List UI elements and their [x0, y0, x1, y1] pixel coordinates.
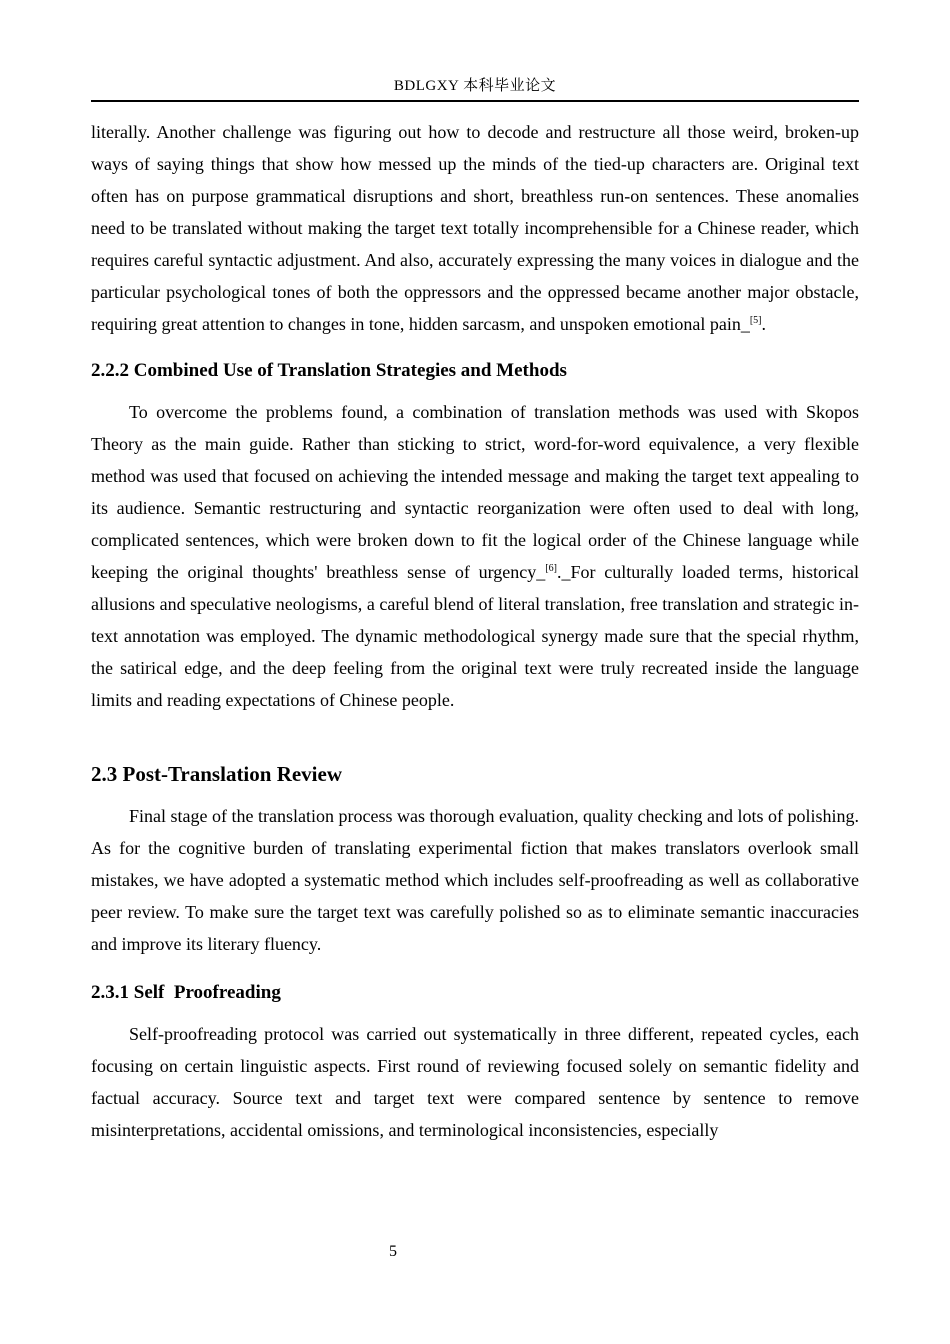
- paragraph-text: Self-proofreading protocol was carried out systematically in three different, repeated cycles, each focusing on certain linguistic aspects. First round of reviewing focused solely on semantic fidelity and factual accuracy. Source text and target text were compared sentence by sentence to remove misinterpretations, accidental omissions, and terminological inconsistencies, especially: [91, 1024, 859, 1140]
- paragraph-text: To overcome the problems found, a combination of translation methods was used with Skopos Theory as the main guide. Rather than sticking to strict, word-for-word equivalence, a very flexible method was used that focused on achieving the intended message and making the target text appealing to its audience. Semantic restructuring and syntactic reorganization were often used to deal with long, complicated sentences, which were broken down to fit the logical order of the Chinese language while keeping the original thoughts' breathless sense of urgency_: [91, 402, 859, 582]
- paragraph-text: Final stage of the translation process was thorough evaluation, quality checking and lots of polishing. As for the cognitive burden of translating experimental fiction that makes translators overlook small mistakes, we have adopted a systematic method which includes self-proofreading as well as collaborative peer review. To make sure the target text was carefully polished so as to eliminate semantic inaccuracies and improve its literary fluency.: [91, 806, 859, 954]
- paragraph-post-translation-review: [91, 800, 859, 960]
- document-body: [91, 116, 859, 1146]
- header-rule: [91, 100, 859, 102]
- paragraph-text: literally. Another challenge was figuring out how to decode and restructure all those weird, broken-up ways of saying things that show how messed up the minds of the tied-up characters are. Original text often has on purpose grammatical disruptions and short, breathless run-on sentences. These anomalies need to be translated without making the target text totally incomprehensible for a Chinese reader, which requires careful syntactic adjustment. And also, accurately expressing the many voices in dialogue and the particular psychological tones of both the oppressors and the oppressed became another major obstacle, requiring great attention to changes in tone, hidden sarcasm, and unspoken emotional pain_: [91, 122, 859, 334]
- heading-2-3: 2.3 Post-Translation Review: [91, 762, 343, 786]
- paragraph-self-proofreading: [91, 1018, 859, 1146]
- paragraph-tail: .: [761, 314, 766, 334]
- paragraph-challenges: [91, 116, 859, 340]
- running-header: BDLGXY 本科毕业论文: [393, 78, 557, 94]
- citation-5: [5]: [749, 315, 762, 326]
- citation-6: [6]: [545, 563, 557, 574]
- paragraph-tail: ._For culturally loaded terms, historical allusions and speculative neologisms, a careful blend of literal translation, free translation and strategic in-text annotation was employed. The dynamic methodological synergy made sure that the special rhythm, the satirical edge, and the deep feeling from the original text were truly recreated inside the language limits and reading expectations of Chinese people.: [91, 562, 860, 710]
- heading-2-2-2: 2.2.2 Combined Use of Translation Strategies and Methods: [91, 360, 567, 381]
- page-number: 5: [389, 1243, 397, 1260]
- heading-2-3-1: 2.3.1 Self Proofreading: [91, 982, 281, 1003]
- paragraph-combined-strategies: [91, 396, 859, 716]
